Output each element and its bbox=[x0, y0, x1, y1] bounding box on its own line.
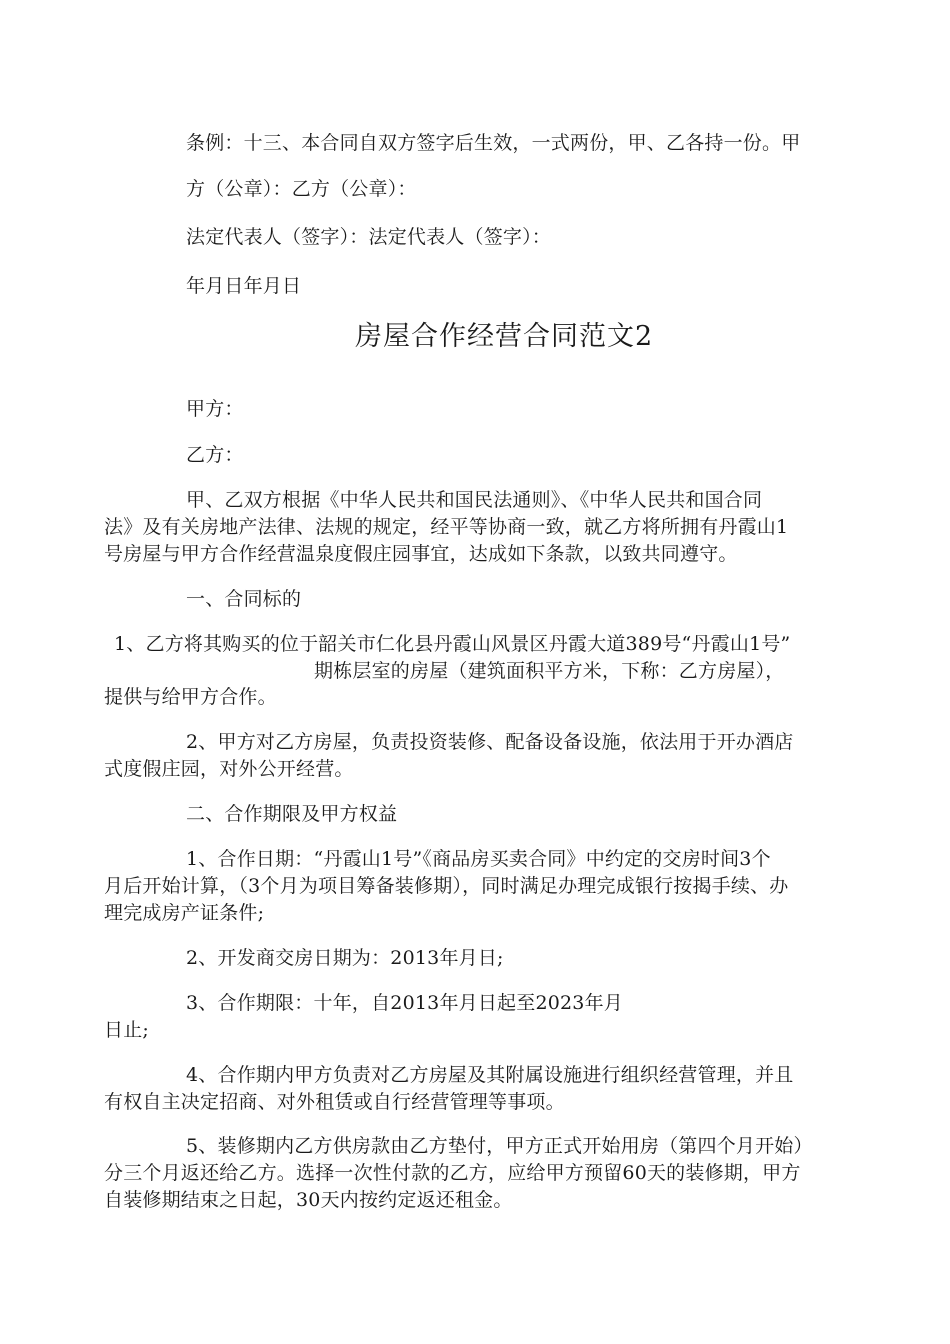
text-line-term-5-2: 分三个月返还给乙方。选择一次性付款的乙方，应给甲方预留60天的装修期，甲方 bbox=[104, 1162, 801, 1184]
text-line-representatives: 法定代表人（签字）：法定代表人（签字）： bbox=[186, 226, 552, 248]
text-line-term-4-2: 有权自主决定招商、对外租赁或自行经营管理等事项。 bbox=[104, 1091, 565, 1113]
text-line-clause-13: 条例：十三、本合同自双方签字后生效，一式两份，甲、乙各持一份。甲 bbox=[186, 132, 801, 154]
text-line-term-3-2: 日止; bbox=[104, 1019, 150, 1041]
section-heading-1: 一、合同标的 bbox=[186, 588, 302, 610]
party-a-label: 甲方： bbox=[186, 398, 244, 420]
text-line-preamble-3: 号房屋与甲方合作经营温泉度假庄园事宜，达成如下条款，以致共同遵守。 bbox=[104, 543, 738, 565]
text-line-preamble-1: 甲、乙双方根据《中华人民共和国民法通则》、《中华人民共和国合同 bbox=[186, 489, 763, 511]
party-b-label: 乙方： bbox=[186, 444, 244, 466]
text-line-item-1-3: 提供与给甲方合作。 bbox=[104, 686, 277, 708]
text-line-term-1-3: 理完成房产证条件; bbox=[104, 902, 265, 924]
text-line-seals: 方（公章）：乙方（公章）： bbox=[186, 178, 417, 200]
text-line-item-2-1: 2、甲方对乙方房屋，负责投资装修、配备设备设施，依法用于开办酒店 bbox=[186, 731, 794, 753]
text-line-item-1-2: 期栋层室的房屋（建筑面积平方米，下称：乙方房屋）， bbox=[314, 660, 785, 682]
text-line-term-1-2: 月后开始计算，（3个月为项目筹备装修期），同时满足办理完成银行按揭手续、办 bbox=[104, 875, 789, 897]
text-line-term-2: 2、开发商交房日期为：2013年月日; bbox=[186, 947, 504, 969]
text-line-item-2-2: 式度假庄园，对外公开经营。 bbox=[104, 758, 354, 780]
text-line-term-3-1: 3、合作期限：十年，自2013年月日起至2023年月 bbox=[186, 992, 623, 1014]
text-line-preamble-2: 法》及有关房地产法律、法规的规定，经平等协商一致，就乙方将所拥有丹霞山1 bbox=[104, 516, 789, 538]
text-line-term-4-1: 4、合作期内甲方负责对乙方房屋及其附属设施进行组织经营管理，并且 bbox=[186, 1064, 794, 1086]
text-line-term-5-3: 自装修期结束之日起，30天内按约定返还租金。 bbox=[104, 1189, 513, 1211]
section-heading-2: 二、合作期限及甲方权益 bbox=[186, 803, 398, 825]
text-line-item-1-1: 1、乙方将其购买的位于韶关市仁化县丹霞山风景区丹霞大道389号“丹霞山1号” bbox=[114, 633, 791, 655]
text-line-term-5-1: 5、装修期内乙方供房款由乙方垫付，甲方正式开始用房（第四个月开始） bbox=[186, 1135, 813, 1157]
text-line-dates: 年月日年月日 bbox=[186, 275, 302, 297]
document-title: 房屋合作经营合同范文2 bbox=[355, 321, 654, 352]
text-line-term-1-1: 1、合作日期：“丹霞山1号”《商品房买卖合同》中约定的交房时间3个 bbox=[186, 848, 771, 870]
